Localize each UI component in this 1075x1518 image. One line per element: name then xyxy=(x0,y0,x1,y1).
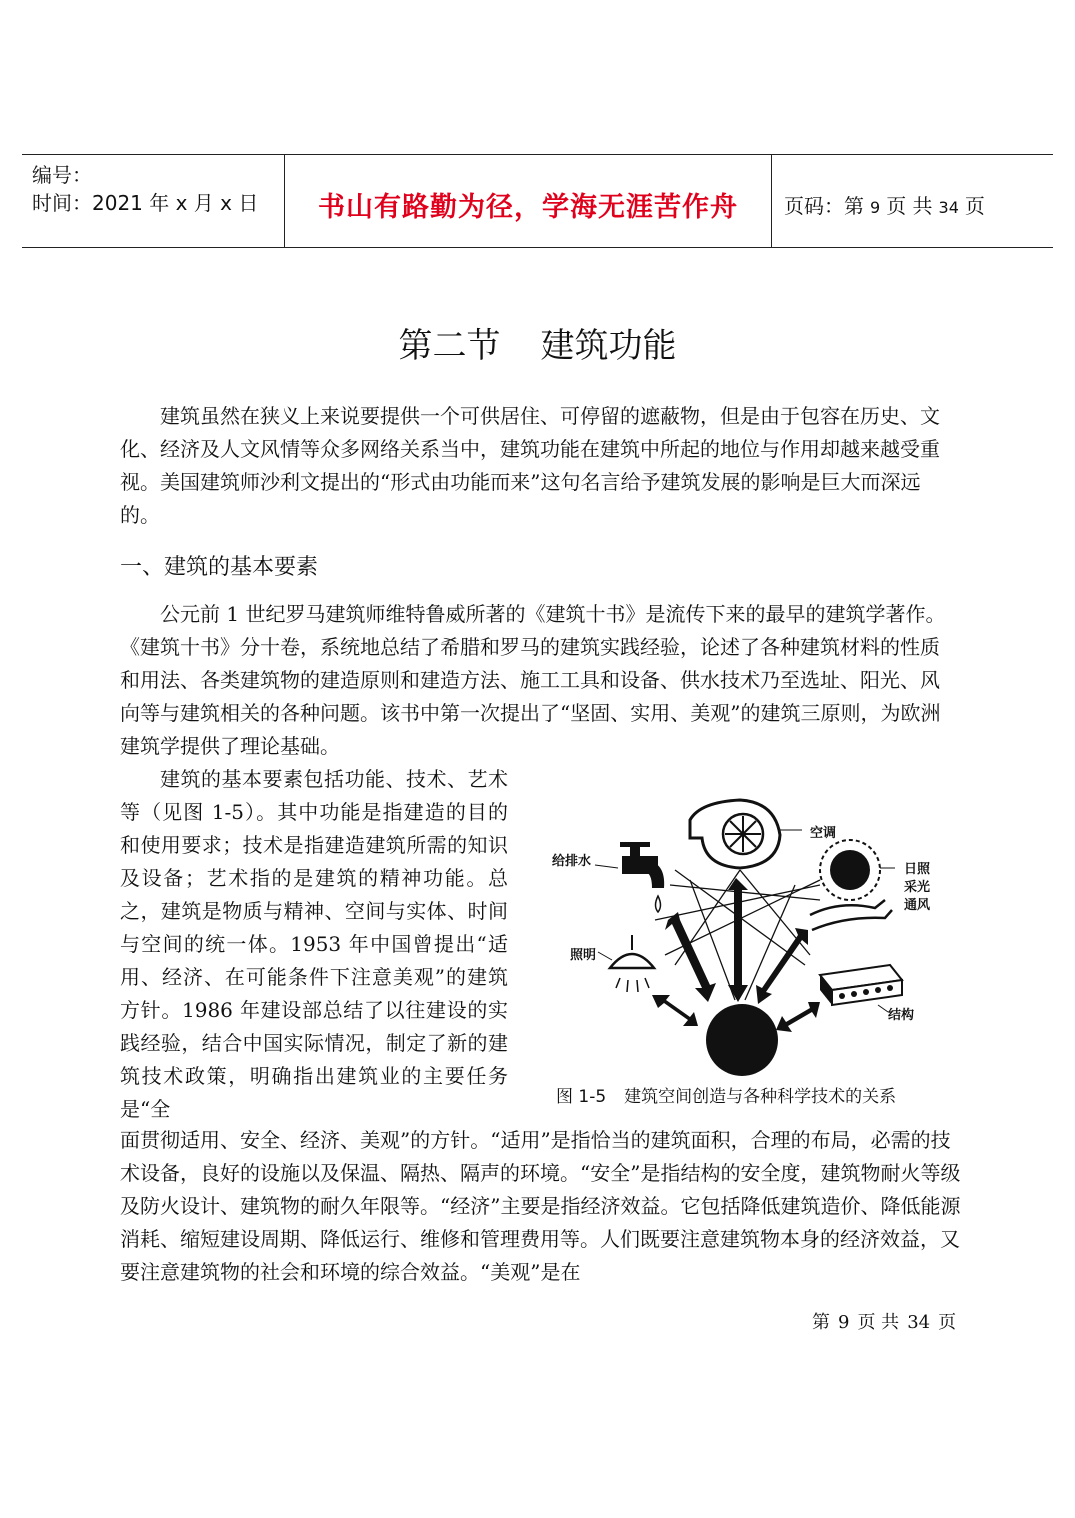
paragraph-vitruvius: 公元前 1 世纪罗马建筑师维特鲁威所著的《建筑十书》是流传下来的最早的建筑学著作。《建筑十书》分十卷，系统地总结了希腊和罗马的建筑实践经验，论述了各种建筑材料的性质和用法、各类建筑物的建造原则和建造方法、施工工具和设备、供水技术乃至选址、阳光、风向等与建筑相关的各种问题。该书中第一次提出了“坚固、实用、美观”的建筑三原则，为欧洲建筑学提供了理论基础。 xyxy=(120,602,946,758)
central-space-sphere xyxy=(706,1004,778,1076)
air-conditioning-icon xyxy=(690,800,802,868)
label-structure: 结构 xyxy=(888,1008,915,1023)
header-page-cell xyxy=(772,155,1053,247)
label-water: 给排水 xyxy=(552,854,592,869)
document-header xyxy=(22,154,1053,248)
label-sunlight: 日照 xyxy=(904,862,931,877)
header-meta-cell xyxy=(22,155,285,247)
figure-1-5 xyxy=(540,790,940,1080)
label-lighting: 照明 xyxy=(570,948,597,963)
motto-text: 书山有路勤为径，学海无涯苦作舟 xyxy=(318,192,738,223)
section-title: 第二节 建筑功能 xyxy=(398,326,677,366)
paragraph-elements-continued: 面贯彻适用、安全、经济、美观”的方针。“适用”是指恰当的建筑面积，合理的布局，必需的技术设备，良好的设施以及保温、隔热、隔声的环境。“安全”是指结构的安全度，建筑物耐火等级及防火设计、建筑物的耐久年限等。“经济”主要是指经济效益。它包括降低建筑造价、降低能源消耗、缩短建设周期、降低运行、维修和管理费用等。人们既要注意建筑物本身的经济效益，又要注意建筑物的社会和环境的综合效益。“美观”是在 xyxy=(120,1128,961,1284)
intro-paragraph: 建筑虽然在狭义上来说要提供一个可供居住、可停留的遮蔽物，但是由于包容在历史、文化、经济及人文风情等众多网络关系当中，建筑功能在建筑中所起的地位与作用却越来越受重视。美国建筑师沙利文提出的“形式由功能而来”这句名言给予建筑发展的影响是巨大而深远的。 xyxy=(120,404,940,527)
header-motto-cell xyxy=(285,155,772,247)
date-text: 时间：2021 年 x 月 x 日 xyxy=(32,191,259,215)
label-ventilation: 通风 xyxy=(904,898,931,913)
serial-number-label: 编号： xyxy=(32,163,92,187)
lighting-lamp-icon xyxy=(598,935,654,992)
label-daylighting: 采光 xyxy=(904,880,931,895)
sun-icon xyxy=(810,840,895,930)
water-faucet-icon xyxy=(595,842,664,912)
figure-caption: 图 1-5 建筑空间创造与各种科学技术的关系 xyxy=(556,1087,897,1107)
header-page-number: 页码：第 9 页 共 34 页 xyxy=(784,194,985,218)
page-footer: 第 9 页 共 34 页 xyxy=(812,1312,957,1333)
label-air-conditioning: 空调 xyxy=(810,826,837,841)
technology-relationship-diagram xyxy=(540,790,940,1080)
subheading: 一、建筑的基本要素 xyxy=(120,555,319,580)
paragraph-elements-wrapped: 建筑的基本要素包括功能、技术、艺术等（见图 1-5）。其中功能是指建造的目的和使用要求；技术是指建造建筑所需的知识及设备；艺术指的是建筑的精神功能。总之，建筑是物质与精神、空间与实体、时间与空间的统一体。1953 年中国曾提出“适用、经济、在可能条件下注意美观”的建筑方针。1986 年建设部总结了以往建设的实践经验，结合中国实际情况，制定了新的建筑技术政策，明确指出建筑业的主要任务是“全 xyxy=(120,767,508,1121)
